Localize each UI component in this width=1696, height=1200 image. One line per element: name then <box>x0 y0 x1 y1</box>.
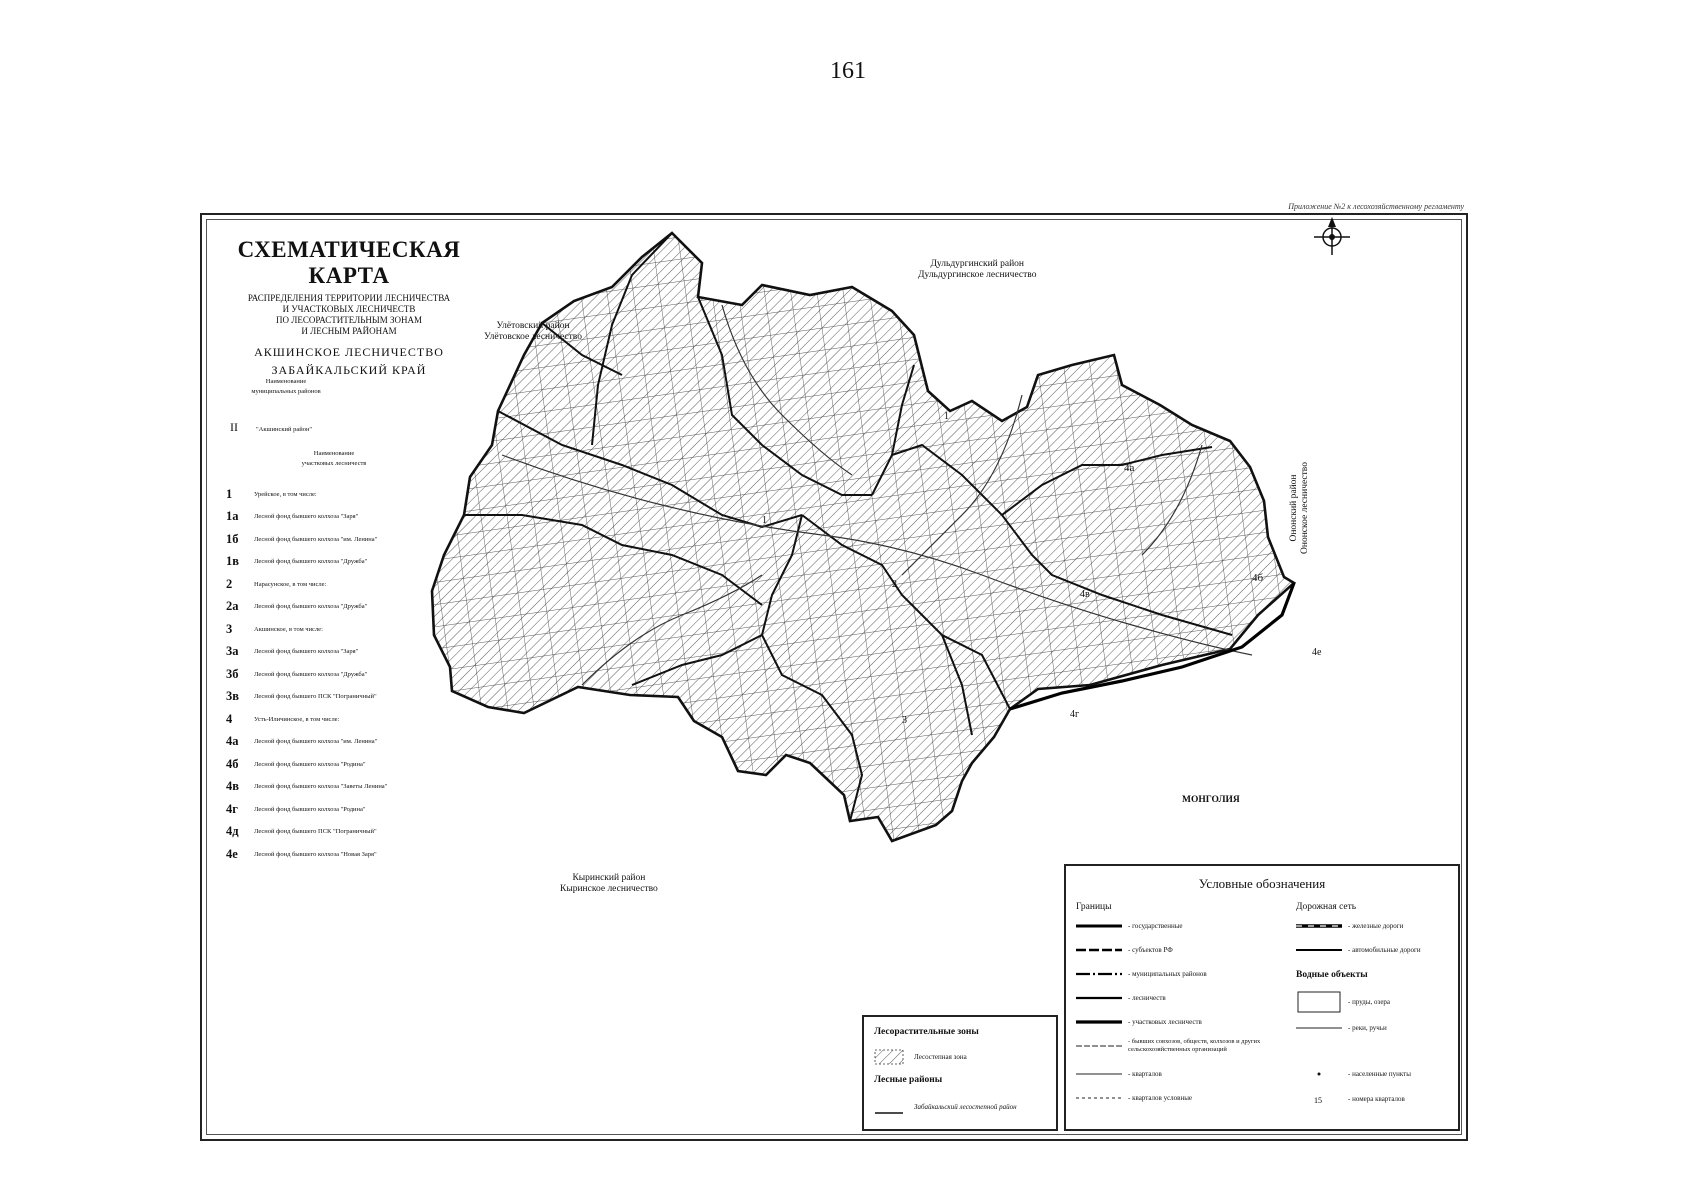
neighbor-south-country: МОНГОЛИЯ <box>1182 795 1240 805</box>
units-heading: Наименование участковых лесничеств <box>301 450 367 467</box>
municipal-name: "Акшинский район" <box>256 426 313 433</box>
legend-item: - автомобильные дороги <box>1296 946 1421 954</box>
legend-item: 15 - номера кварталов <box>1296 1094 1405 1104</box>
list-item: 4в Лесной фонд бывшего колхоза "Заветы Ленина" <box>226 779 388 794</box>
municipal-code: II <box>230 420 238 434</box>
legend-item: - кварталов условные <box>1076 1094 1192 1102</box>
legend <box>1064 864 1460 1131</box>
page-number: 161 <box>830 58 866 84</box>
legend-item: - пруды, озера <box>1296 990 1390 1014</box>
map-title-block <box>218 237 480 378</box>
units-list <box>226 483 387 866</box>
neighbor-east: Ононский район Ононское лесничество <box>1288 462 1310 554</box>
list-item: 4а Лесной фонд бывшего колхоза "им. Ленина" <box>226 734 378 749</box>
list-item: 3в Лесной фонд бывшего ПСК "Пограничный" <box>226 689 377 704</box>
appendix-note: Приложение №2 к лесохозяйственному регламенту <box>1288 202 1464 211</box>
list-item: 4г Лесной фонд бывшего колхоза "Родина" <box>226 801 366 816</box>
subtitle-line: ПО ЛЕСОРАСТИТЕЛЬНЫМ ЗОНАМ <box>275 315 423 325</box>
region-swatch <box>874 1099 904 1115</box>
zones-heading: Лесорастительные зоны <box>874 1027 979 1037</box>
quarter-number-swatch <box>1296 1094 1342 1104</box>
legend-item: - субъектов РФ <box>1076 946 1173 954</box>
legend-item: - муниципальных районов <box>1076 970 1207 978</box>
quarter-conditional-swatch <box>1076 1095 1122 1101</box>
forestry-border-swatch <box>1076 995 1122 1001</box>
quarter-border-swatch <box>1076 1071 1122 1077</box>
legend-item: - реки, ручьи <box>1296 1024 1387 1032</box>
subtitle-line: РАСПРЕДЕЛЕНИЯ ТЕРРИТОРИИ ЛЕСНИЧЕСТВА <box>247 293 451 303</box>
region-item: Забайкальский лесостепной район <box>874 1099 1017 1115</box>
list-item: 1в Лесной фонд бывшего колхоза "Дружба" <box>226 554 368 569</box>
municipal-border-swatch <box>1076 971 1122 977</box>
map-unit-label: 4а <box>1124 462 1135 474</box>
legend-item: - лесничеств <box>1076 994 1166 1002</box>
list-item: 2а Лесной фонд бывшего колхоза "Дружба" <box>226 599 368 614</box>
map-unit-label: 4г <box>1070 709 1080 720</box>
list-item: 4е Лесной фонд бывшего колхоза "Новая Заря" <box>226 846 377 861</box>
svg-text:15: 15 <box>1314 1096 1322 1104</box>
railway-swatch <box>1296 923 1342 929</box>
map-unit-label: 4в <box>1080 589 1090 600</box>
settlement-swatch <box>1296 1071 1342 1077</box>
list-item: 1б Лесной фонд бывшего колхоза "им. Ленина" <box>226 531 378 546</box>
subtitle-line: И УЧАСТКОВЫХ ЛЕСНИЧЕСТВ <box>282 304 416 314</box>
legend-title: Условные обозначения <box>1198 876 1326 891</box>
lake-swatch <box>1296 990 1342 1014</box>
region-name: ЗАБАЙКАЛЬСКИЙ КРАЙ <box>271 363 427 377</box>
map-title: СХЕМАТИЧЕСКАЯ КАРТА <box>237 237 461 288</box>
zone-item: Лесостепная зона <box>874 1049 967 1065</box>
list-item: 4 Усть-Иличинское, в том числе: <box>226 711 340 726</box>
map-subtitle <box>218 293 480 337</box>
subject-border-swatch <box>1076 947 1122 953</box>
legend-item: - кварталов <box>1076 1070 1162 1078</box>
list-item: 1 Урейское, в том числе: <box>226 486 317 501</box>
legend-item: - бывших совхозов, обществ, колхозов и других сельскохозяйственных организаций <box>1076 1038 1276 1054</box>
map-unit-label: 1 <box>944 411 949 422</box>
legend-item: - железные дороги <box>1296 922 1403 930</box>
unit-border-swatch <box>1076 1019 1122 1025</box>
legend-item: - государственные <box>1076 922 1183 930</box>
zone-swatch <box>874 1049 904 1065</box>
road-swatch <box>1296 947 1342 953</box>
compass-icon <box>1314 217 1350 255</box>
list-item: 3 Акшинское, в том числе: <box>226 621 323 636</box>
map-unit-label: 4е <box>1312 647 1322 658</box>
map-unit-label: 3 <box>902 715 907 726</box>
list-item: 4д Лесной фонд бывшего ПСК "Пограничный" <box>226 824 377 839</box>
map-sheet <box>200 202 1468 1141</box>
map-unit-label: 4б <box>1252 572 1264 584</box>
subtitle-line: И ЛЕСНЫМ РАЙОНАМ <box>301 326 397 336</box>
legend-item: - участковых лесничеств <box>1076 1018 1202 1026</box>
farm-border-swatch <box>1076 1043 1122 1049</box>
boundaries-heading: Границы <box>1076 902 1112 912</box>
river-swatch <box>1296 1025 1342 1031</box>
neighbor-northwest: Улётовский район Улётовское лесничество <box>484 321 582 342</box>
neighbor-north: Дульдургинский район Дульдургинское лесничество <box>918 259 1037 280</box>
list-item: 3б Лесной фонд бывшего колхоза "Дружба" <box>226 666 368 681</box>
neighbor-southwest: Кыринский район Кыринское лесничество <box>560 873 658 894</box>
list-item: 2 Нарасунское, в том числе: <box>226 576 327 591</box>
municipal-district-row <box>230 420 312 435</box>
list-item: 1а Лесной фонд бывшего колхоза "Заря" <box>226 509 359 524</box>
roads-heading: Дорожная сеть <box>1296 902 1357 912</box>
map-unit-label: 1 <box>762 515 767 526</box>
state-border-swatch <box>1076 923 1122 929</box>
list-item: 3а Лесной фонд бывшего колхоза "Заря" <box>226 644 359 659</box>
list-item: 4б Лесной фонд бывшего колхоза "Родина" <box>226 756 366 771</box>
forestry-name: АКШИНСКОЕ ЛЕСНИЧЕСТВО <box>254 345 444 359</box>
water-heading: Водные объекты <box>1296 970 1368 980</box>
legend-item: - населенные пункты <box>1296 1070 1411 1078</box>
map-unit-label: 2 <box>892 579 897 590</box>
regions-heading: Лесные районы <box>874 1075 943 1085</box>
zones-legend <box>862 1015 1058 1131</box>
municipal-heading: Наименование муниципальных районов <box>251 378 321 395</box>
